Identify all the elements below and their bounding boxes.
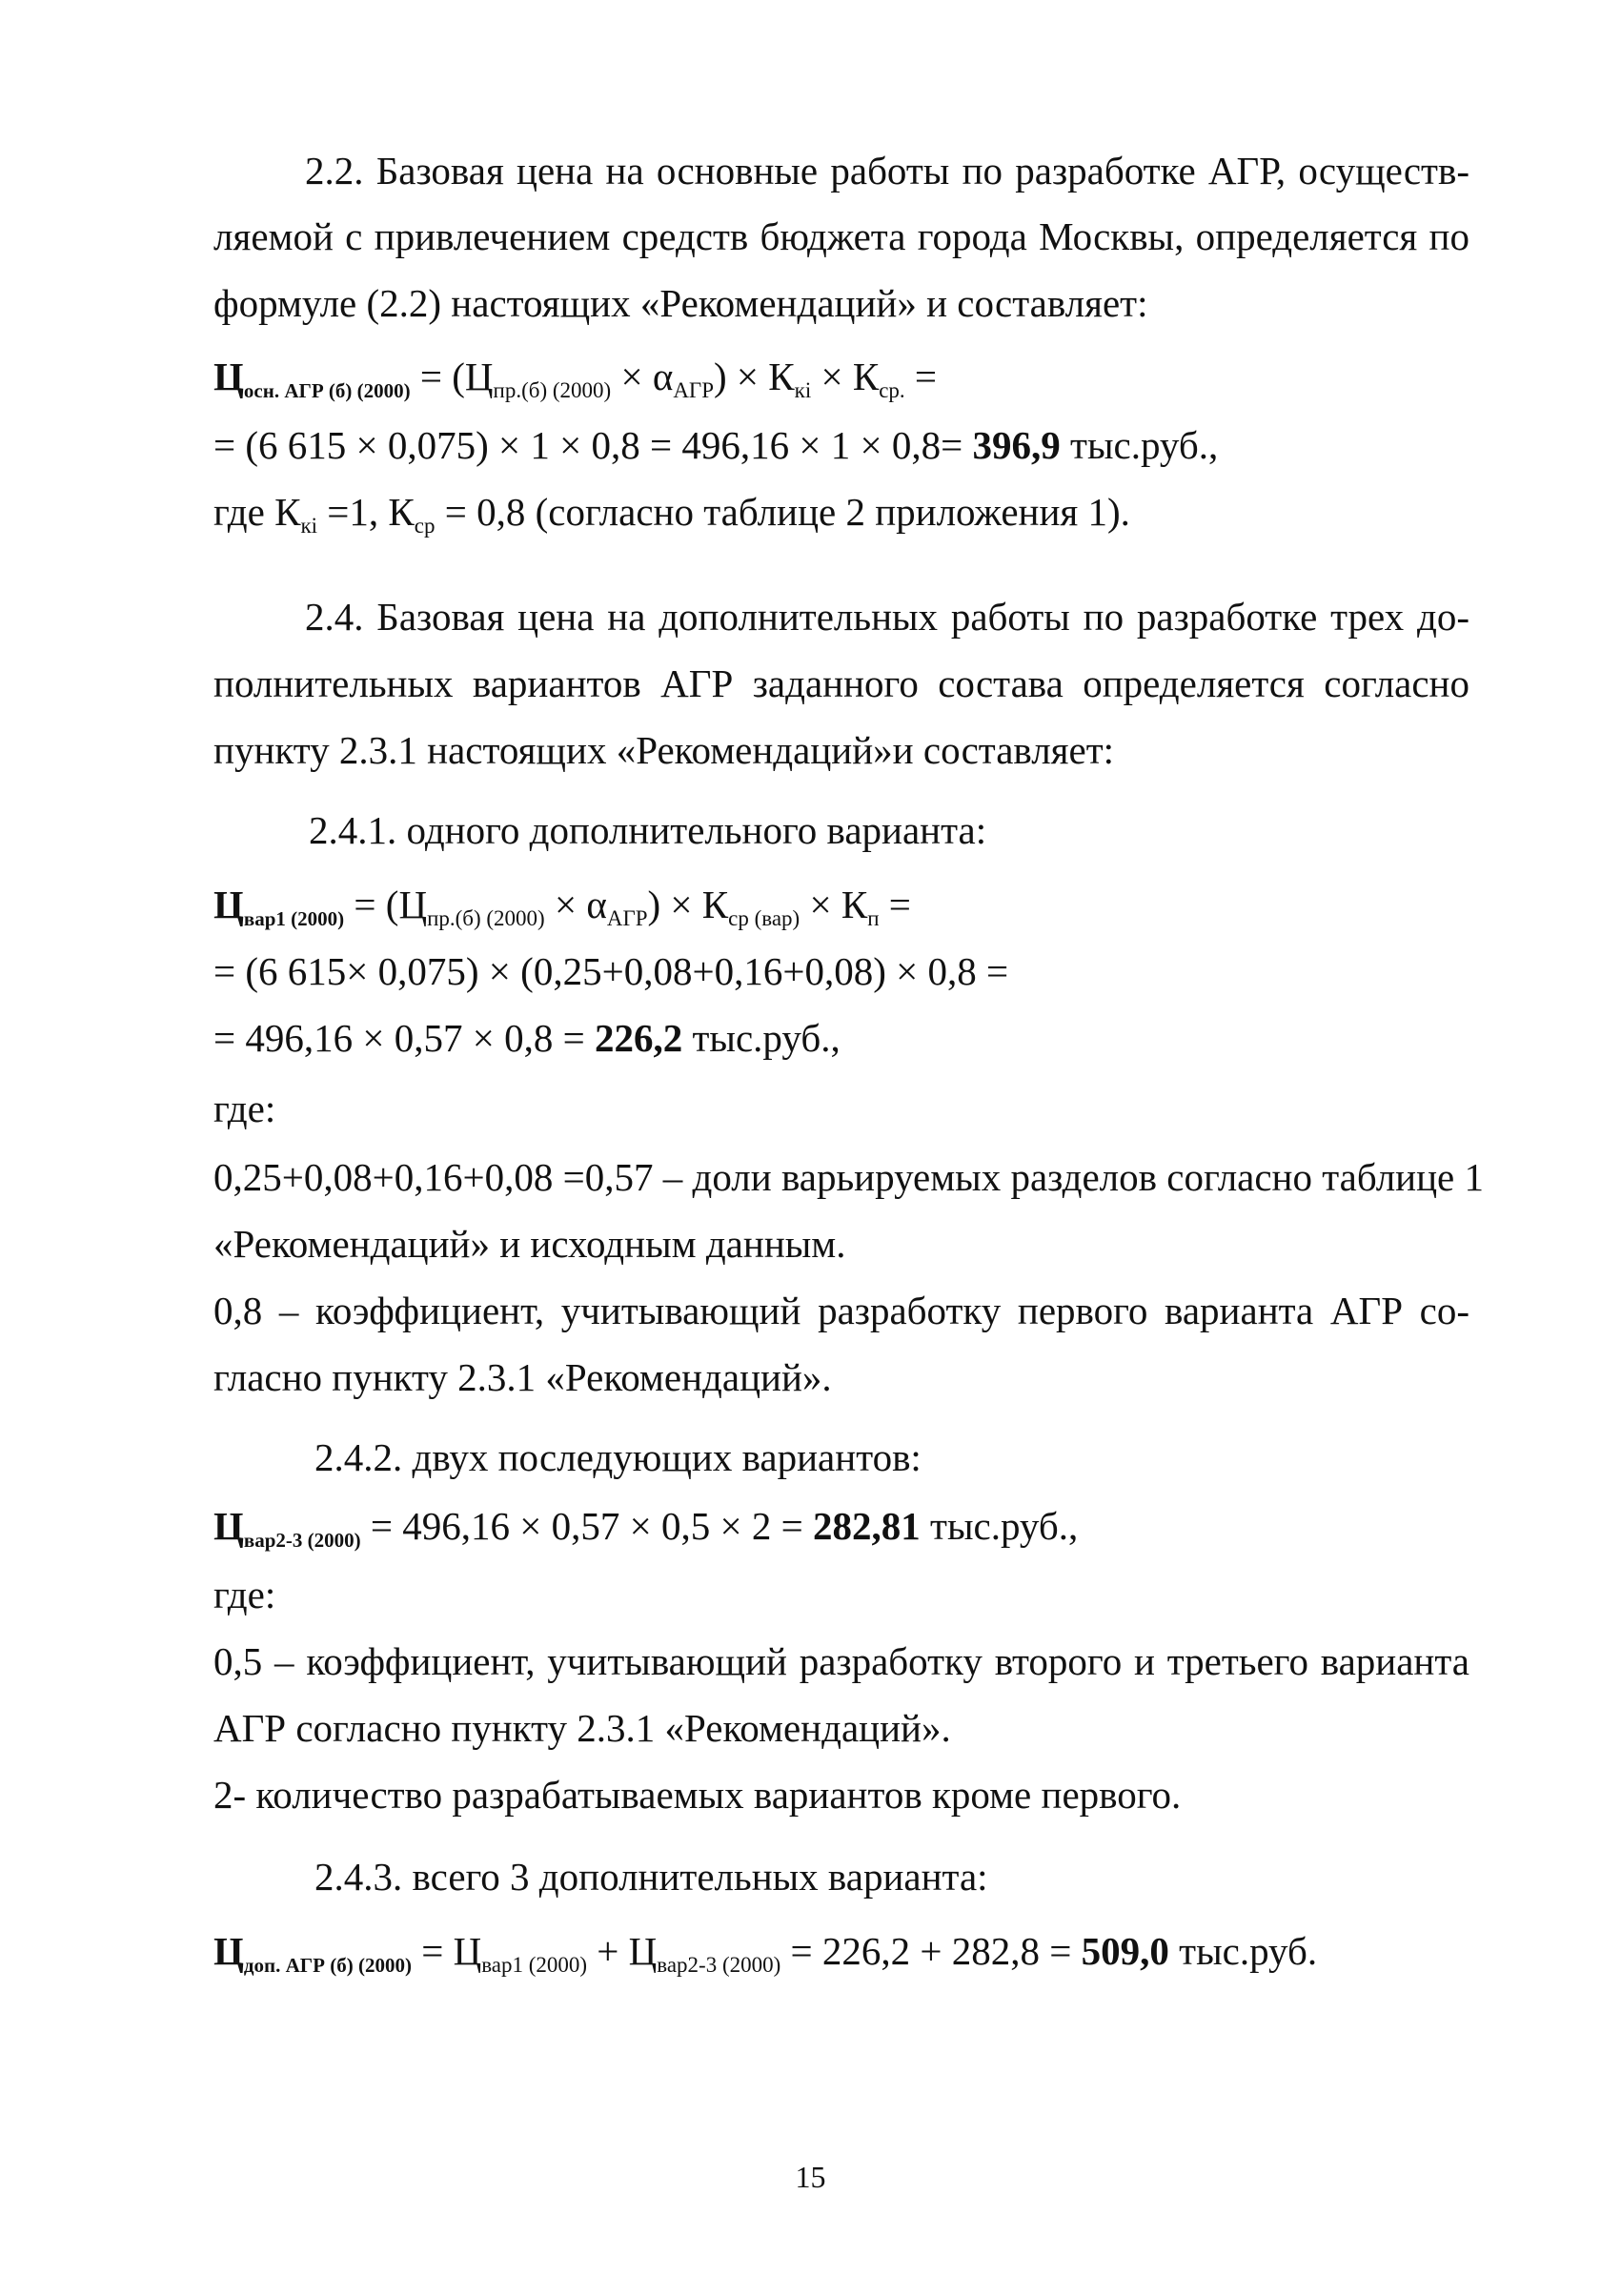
- formula-variant-1-calc: = (6 615× 0,075) × (0,25+0,08+0,16+0,08) × 0,8 =: [213, 949, 1009, 993]
- formula-symbol: $Ц_{доп. АГР (б) (2000)}$: [213, 1929, 412, 1977]
- paragraph-2-4-line-2: полнительных вариантов АГР заданного состава определяется согласно: [213, 661, 1469, 705]
- formula-variants-2-3: $Ц_{вар2-3 (2000)} = 496,16 \times 0,57 \times 0,5 \times 2 = 282,81$ тыс.руб.,: [213, 1504, 1079, 1552]
- paragraph-2-2-line-2: ляемой с привлечением средств бюджета города Москвы, определяется по: [213, 214, 1469, 258]
- formula-additional-total: $Ц_{доп. АГР (б) (2000)} = Ц_{вар1 (2000)} + Ц_{вар2-3 (2000)} = 226,2 + 282,8 = 509,0$ тыс.руб.: [213, 1929, 1318, 1977]
- result-value: 226,2: [595, 1016, 683, 1060]
- formula-main-price-where: где $К_{кi} =1$, $К_{ср} = 0,8$ (согласно таблице 2 приложения 1).: [213, 490, 1130, 538]
- page-number: 15: [795, 2160, 826, 2194]
- result-value: 509,0: [1081, 1929, 1169, 1973]
- result-value: 396,9: [972, 423, 1061, 467]
- result-value: 282,81: [813, 1504, 921, 1548]
- paragraph-2-4-line-1: 2.4. Базовая цена на дополнительных работы по разработке трех до-: [305, 595, 1469, 639]
- subsection-2-4-2: 2.4.2. двух последующих вариантов:: [314, 1435, 922, 1479]
- formula-symbol: $Ц_{осн. АГР (б) (2000)}$: [213, 355, 411, 402]
- note-1-line-2: «Рекомендаций» и исходным данным.: [213, 1222, 846, 1266]
- subsection-2-4-3: 2.4.3. всего 3 дополнительных варианта:: [314, 1855, 988, 1899]
- formula-main-price-calc: = (6 615 × 0,075) × 1 × 0,8 = 496,16 × 1 × 0,8= 396,9 тыс.руб.,: [213, 423, 1219, 467]
- formula-variant-1-result: = 496,16 × 0,57 × 0,8 = 226,2 тыс.руб.,: [213, 1016, 841, 1060]
- formula-main-price: $Ц_{осн. АГР (б) (2000)} = (Ц_{пр.(б) (2000)} \times \alpha_{АГР}) \times К_{кi} \times К_{ср.}$ =: [213, 355, 938, 402]
- paragraph-2-2-line-3: формуле (2.2) настоящих «Рекомендаций» и составляет:: [213, 281, 1148, 325]
- formula-symbol: $Ц_{вар1 (2000)}$: [213, 883, 345, 930]
- note-4: 2- количество разрабатываемых вариантов кроме первого.: [213, 1773, 1182, 1817]
- where-label-1: где:: [213, 1087, 276, 1130]
- note-1-line-1: 0,25+0,08+0,16+0,08 =0,57 – доли варьируемых разделов согласно таблице 1: [213, 1155, 1484, 1199]
- paragraph-2-4-line-3: пункту 2.3.1 настоящих «Рекомендаций»и составляет:: [213, 728, 1115, 772]
- subsection-2-4-1: 2.4.1. одного дополнительного варианта:: [309, 808, 987, 852]
- note-3-line-1: 0,5 – коэффициент, учитывающий разработку второго и третьего варианта: [213, 1639, 1469, 1683]
- note-2-line-2: гласно пункту 2.3.1 «Рекомендаций».: [213, 1355, 832, 1399]
- note-2-line-1: 0,8 – коэффициент, учитывающий разработку первого варианта АГР со-: [213, 1289, 1469, 1332]
- where-label-2: где:: [213, 1573, 276, 1616]
- paragraph-2-2-line-1: 2.2. Базовая цена на основные работы по разработке АГР, осуществ-: [305, 149, 1469, 193]
- formula-symbol: $Ц_{вар2-3 (2000)}$: [213, 1504, 361, 1552]
- note-3-line-2: АГР согласно пункту 2.3.1 «Рекомендаций».: [213, 1706, 951, 1750]
- formula-variant-1: $Ц_{вар1 (2000)} = (Ц_{пр.(б) (2000)} \times \alpha_{АГР}) \times К_{ср (вар)} \times К_п$ =: [213, 883, 911, 930]
